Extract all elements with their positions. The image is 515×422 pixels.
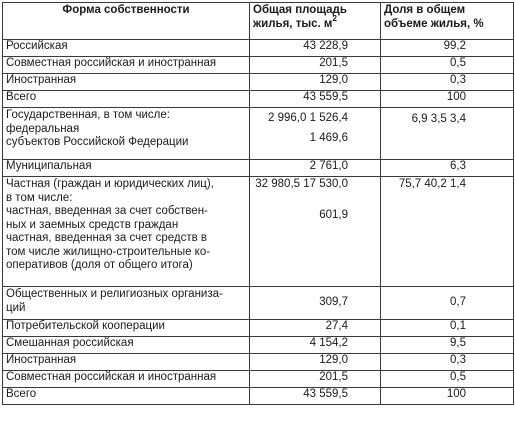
private-area: 32 980,5 [255, 178, 301, 190]
header-share [381, 3, 514, 40]
state-share: 6,9 [411, 113, 428, 125]
municipal-label: Муниципальная [3, 160, 250, 177]
row-share: 100 [381, 388, 514, 405]
row-label: Смешанная российская [3, 337, 250, 354]
state-sub1-area: 1 526,4 [309, 112, 348, 124]
row-share: 9,5 [381, 337, 514, 354]
row-area: 4 154,2 [250, 337, 381, 354]
header-total-area [250, 3, 381, 40]
row-label: Совместная российская и иностранная [3, 371, 250, 388]
table-row [3, 91, 514, 108]
header-total-area-line1: Общая площадь [253, 4, 347, 16]
table-row [3, 371, 514, 388]
header-ownership-form [3, 3, 250, 40]
public-religious-label-line2: ций [6, 301, 26, 314]
municipal-area: 2 761,0 [250, 160, 381, 177]
header-total-area-line2: жилья, тыс. м [253, 17, 333, 30]
private-sub2-area: 601,9 [319, 209, 348, 221]
private-sub2-label-line1: частная, введенная за счет средств в [6, 232, 208, 244]
row-area: 201,5 [250, 371, 381, 388]
table-row-municipal [3, 160, 514, 177]
table-row [3, 354, 514, 371]
private-sub1-area: 17 530,0 [303, 178, 348, 190]
row-share: 0,3 [381, 74, 514, 91]
ownership-housing-table [2, 2, 514, 405]
public-religious-area: 309,7 [250, 287, 381, 320]
row-label: Совместная российская и иностранная [3, 57, 250, 74]
row-share: 100 [381, 91, 514, 108]
table-row-public-religious [3, 287, 514, 320]
row-label: Всего [3, 388, 250, 405]
public-religious-label-cell [3, 287, 250, 320]
state-sub2-label: субъектов Российской Федерации [6, 136, 189, 148]
row-area: 201,5 [250, 57, 381, 74]
row-label: Иностранная [3, 354, 250, 371]
state-sub1-label: федеральная [6, 122, 80, 135]
header-area-superscript: 2 [332, 13, 337, 23]
table-row [3, 74, 514, 91]
table-row [3, 57, 514, 74]
table-row [3, 40, 514, 57]
state-label: Государственная, в том числе: [6, 109, 170, 121]
private-including-label: в том числе: [6, 191, 73, 204]
state-sub2-share: 3,4 [450, 113, 466, 125]
private-label: Частная (граждан и юридических лиц), [6, 178, 214, 190]
row-area: 43 559,5 [250, 388, 381, 405]
row-area: 129,0 [250, 354, 381, 371]
row-area: 27,4 [250, 320, 381, 337]
header-row [3, 3, 514, 40]
private-sub1-share: 40,2 [424, 178, 447, 190]
private-sub2-share: 1,4 [450, 178, 466, 190]
row-share: 0,3 [381, 354, 514, 371]
table-row [3, 320, 514, 337]
state-label-cell [3, 108, 250, 160]
row-area: 43 228,9 [250, 40, 381, 57]
header-share-line1: Доля в общем [384, 4, 466, 16]
municipal-share: 6,3 [381, 160, 514, 177]
row-label: Иностранная [3, 74, 250, 91]
row-label: Российская [3, 40, 250, 57]
row-area: 43 559,5 [250, 91, 381, 108]
table-row-private [3, 177, 514, 287]
state-area: 2 996,0 [268, 112, 307, 124]
public-religious-share: 0,7 [381, 287, 514, 320]
table-row [3, 388, 514, 405]
row-share: 0,1 [381, 320, 514, 337]
state-sub2-area: 1 469,6 [309, 132, 348, 144]
private-sub2-label-line3: оперативов (доля от общего итога) [6, 259, 193, 271]
private-sub1-label-line1: частная, введенная за счет собствен- [6, 205, 208, 217]
header-ownership-form-text: Форма собственности [62, 4, 190, 16]
public-religious-label-line1: Общественных и религиозных организа- [6, 288, 223, 300]
row-share: 0,5 [381, 57, 514, 74]
state-share-cell [381, 108, 514, 160]
private-sub2-label-line2: том числе жилищно-строительные ко- [6, 245, 211, 258]
private-share-cell [381, 177, 514, 287]
header-share-line2: объеме жилья, % [384, 17, 484, 30]
state-sub1-share: 3,5 [430, 113, 447, 125]
state-area-cell [250, 108, 381, 160]
row-share: 0,5 [381, 371, 514, 388]
table-row-state [3, 108, 514, 160]
row-share: 99,2 [381, 40, 514, 57]
row-area: 129,0 [250, 74, 381, 91]
private-sub1-label-line2: ных и заемных средств граждан [6, 218, 179, 231]
private-label-cell [3, 177, 250, 287]
private-share: 75,7 [398, 178, 422, 190]
row-label: Потребительской кооперации [3, 320, 250, 337]
row-label: Всего [3, 91, 250, 108]
table-row [3, 337, 514, 354]
private-area-cell [250, 177, 381, 287]
